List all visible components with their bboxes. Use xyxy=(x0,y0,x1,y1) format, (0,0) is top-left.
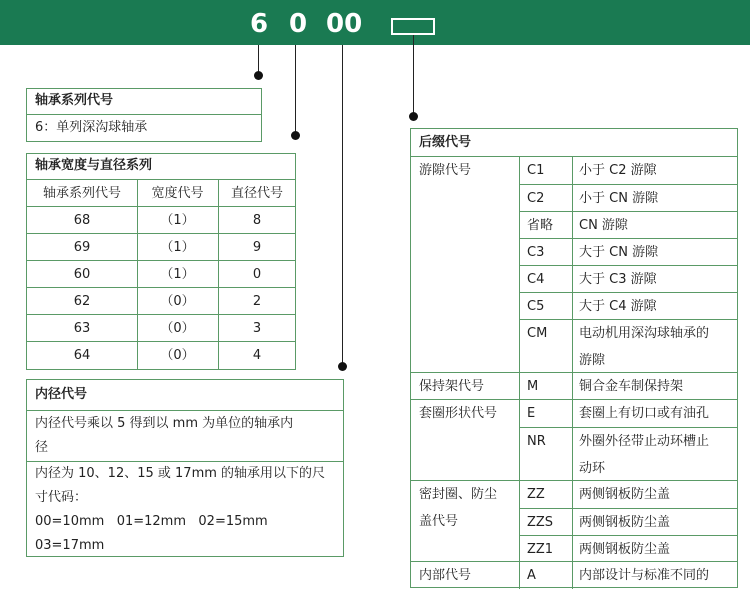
connector-bore xyxy=(342,45,343,367)
clearance-desc-line: 小于 C2 游隙 xyxy=(579,163,657,178)
clearance-desc xyxy=(572,212,737,239)
seal-desc xyxy=(572,481,737,508)
seal-entry xyxy=(519,508,737,536)
series-code-header: 轴承系列代号 xyxy=(42,186,121,201)
column-divider xyxy=(137,261,138,288)
ring-shape-desc xyxy=(572,400,737,427)
cage-desc-line: 铜合金车制保持架 xyxy=(579,379,684,394)
clearance-desc-line: 大于 C4 游隙 xyxy=(579,299,657,314)
clearance-group xyxy=(411,156,737,373)
series-code-cell: 62 xyxy=(73,294,91,309)
clearance-code: C1 xyxy=(527,163,545,178)
clearance-desc-line: 大于 C3 游隙 xyxy=(579,272,657,287)
seal-code: ZZS xyxy=(527,515,554,530)
clearance-code: C2 xyxy=(527,191,545,206)
bore-rule-line-2: 径 xyxy=(35,440,49,455)
clearance-desc xyxy=(572,239,737,266)
width-diameter-table xyxy=(26,153,296,370)
series-code-cell: 60 xyxy=(73,267,91,282)
clearance-entry xyxy=(519,319,737,374)
seal-code: ZZ xyxy=(527,487,545,502)
clearance-desc-line: 电动机用深沟球轴承的 xyxy=(579,326,710,341)
width-code-cell: （0） xyxy=(160,294,195,309)
width-diameter-header-row xyxy=(27,179,295,207)
column-divider xyxy=(218,180,219,207)
column-divider xyxy=(137,234,138,261)
diameter-code-cell: 0 xyxy=(252,267,262,282)
width-code-cell: （1） xyxy=(160,240,195,255)
seal-label-line: 盖代号 xyxy=(419,514,459,529)
seal-desc-line: 两侧钢板防尘盖 xyxy=(579,542,671,557)
seal-desc xyxy=(572,509,737,536)
clearance-entry xyxy=(519,238,737,266)
column-divider xyxy=(137,180,138,207)
diameter-code-cell: 8 xyxy=(252,213,262,228)
code-series-digit: 6 xyxy=(250,9,269,39)
internal-label-line: 内部代号 xyxy=(419,568,472,583)
clearance-desc xyxy=(572,293,737,320)
seal-desc xyxy=(572,536,737,563)
clearance-code: C5 xyxy=(527,299,545,314)
clearance-entry xyxy=(519,292,737,320)
seal-label-line: 密封圈、防尘 xyxy=(419,487,498,502)
width-code-cell: （0） xyxy=(160,321,195,336)
column-divider xyxy=(218,288,219,315)
clearance-label-line: 游隙代号 xyxy=(419,163,472,178)
clearance-desc xyxy=(572,266,737,293)
bore-small-row xyxy=(27,461,343,558)
code-bore-digits: 00 xyxy=(326,9,363,39)
connector-dot-suffix xyxy=(409,112,418,121)
clearance-desc xyxy=(572,157,737,184)
ring-shape-entry xyxy=(519,400,737,427)
connector-dot-width xyxy=(291,131,300,140)
series-code-cell: 69 xyxy=(73,240,91,255)
clearance-entry xyxy=(519,157,737,184)
clearance-entry xyxy=(519,211,737,239)
bore-code-box xyxy=(26,379,344,557)
seal-desc-line: 两侧钢板防尘盖 xyxy=(579,515,671,530)
width-diameter-row xyxy=(27,233,295,261)
column-divider xyxy=(137,288,138,315)
column-divider xyxy=(218,342,219,369)
bore-rule-row xyxy=(27,410,343,461)
series-code-cell: 68 xyxy=(73,213,91,228)
width-code-cell: （1） xyxy=(160,213,195,228)
width-diameter-row xyxy=(27,314,295,342)
suffix-code-table xyxy=(410,128,738,588)
ring-shape-desc-line: 套圈上有切口或有油孔 xyxy=(579,406,710,421)
ring-shape-desc xyxy=(572,428,737,482)
cage-label-line: 保持架代号 xyxy=(419,379,485,394)
bore-small-line-4: 03=17mm xyxy=(35,538,105,553)
column-divider xyxy=(218,315,219,342)
cage-entry xyxy=(519,373,737,400)
seal-label xyxy=(411,481,519,562)
clearance-desc xyxy=(572,320,737,374)
column-divider xyxy=(218,207,219,234)
connector-suffix xyxy=(413,35,414,117)
width-diameter-row xyxy=(27,287,295,315)
clearance-desc-line: 大于 CN 游隙 xyxy=(579,245,659,260)
clearance-desc-line: 小于 CN 游隙 xyxy=(579,191,659,206)
clearance-label xyxy=(411,157,519,373)
diameter-code-cell: 9 xyxy=(252,240,262,255)
header-bar xyxy=(0,0,750,45)
column-divider xyxy=(218,261,219,288)
diameter-code-cell: 4 xyxy=(252,348,262,363)
bore-small-line-2: 寸代码： xyxy=(35,490,88,505)
ring-shape-desc-line: 动环 xyxy=(579,461,606,476)
cage-desc xyxy=(572,373,737,400)
seal-group xyxy=(411,480,737,562)
code-width-digit: 0 xyxy=(289,9,308,39)
seal-code: ZZ1 xyxy=(527,542,554,557)
width-diameter-title: 轴承宽度与直径系列 xyxy=(35,158,153,173)
series-code-cell: 64 xyxy=(73,348,91,363)
seal-desc-line: 两侧钢板防尘盖 xyxy=(579,487,671,502)
internal-label xyxy=(411,562,519,589)
clearance-desc xyxy=(572,185,737,212)
connector-width xyxy=(295,45,296,132)
seal-entry xyxy=(519,481,737,508)
internal-code: A xyxy=(527,568,536,583)
clearance-entry xyxy=(519,265,737,293)
bore-small-line-3: 00=10mm 01=12mm 02=15mm xyxy=(35,514,268,529)
connector-dot-series xyxy=(254,71,263,80)
ring-shape-desc-line: 外圈外径带止动环槽止 xyxy=(579,434,710,449)
bore-code-title: 内径代号 xyxy=(35,387,88,402)
diameter-code-header: 直径代号 xyxy=(230,186,283,201)
width-diameter-row xyxy=(27,341,295,369)
internal-group xyxy=(411,561,737,589)
column-divider xyxy=(137,342,138,369)
series-code-row xyxy=(27,114,261,143)
clearance-desc-line: CN 游隙 xyxy=(579,218,628,233)
suffix-code-title: 后缀代号 xyxy=(419,135,472,150)
width-diameter-row xyxy=(27,206,295,234)
seal-entry xyxy=(519,535,737,563)
connector-dot-bore xyxy=(338,362,347,371)
series-code-title: 轴承系列代号 xyxy=(35,93,114,108)
width-code-cell: （0） xyxy=(160,348,195,363)
internal-desc-line: 内部设计与标准不同的 xyxy=(579,568,710,583)
ring-shape-label-line: 套圈形状代号 xyxy=(419,406,498,421)
column-divider xyxy=(137,315,138,342)
cage-label xyxy=(411,373,519,400)
series-code-box xyxy=(26,88,262,142)
code-suffix-box xyxy=(391,18,435,35)
cage-group xyxy=(411,372,737,400)
clearance-entry xyxy=(519,184,737,212)
clearance-code: 省略 xyxy=(527,218,554,233)
column-divider xyxy=(137,207,138,234)
column-divider xyxy=(218,234,219,261)
clearance-code: C4 xyxy=(527,272,545,287)
ring-shape-label xyxy=(411,400,519,481)
series-code-value: 6：单列深沟球轴承 xyxy=(35,120,148,135)
clearance-code: C3 xyxy=(527,245,545,260)
bore-small-line-1: 内径为 10、12、15 或 17mm 的轴承用以下的尺 xyxy=(35,466,326,481)
bore-rule-line-1: 内径代号乘以 5 得到以 mm 为单位的轴承内 xyxy=(35,416,294,431)
internal-desc xyxy=(572,562,737,589)
width-code-cell: （1） xyxy=(160,267,195,282)
clearance-code: CM xyxy=(527,326,548,341)
diameter-code-cell: 3 xyxy=(252,321,262,336)
ring-shape-group xyxy=(411,399,737,481)
ring-shape-entry xyxy=(519,427,737,482)
ring-shape-code: E xyxy=(527,406,536,421)
width-diameter-row xyxy=(27,260,295,288)
ring-shape-code: NR xyxy=(527,434,546,449)
clearance-desc-line: 游隙 xyxy=(579,353,606,368)
diameter-code-cell: 2 xyxy=(252,294,262,309)
cage-code: M xyxy=(527,379,539,394)
width-code-header: 宽度代号 xyxy=(151,186,204,201)
series-code-cell: 63 xyxy=(73,321,91,336)
internal-entry xyxy=(519,562,737,589)
